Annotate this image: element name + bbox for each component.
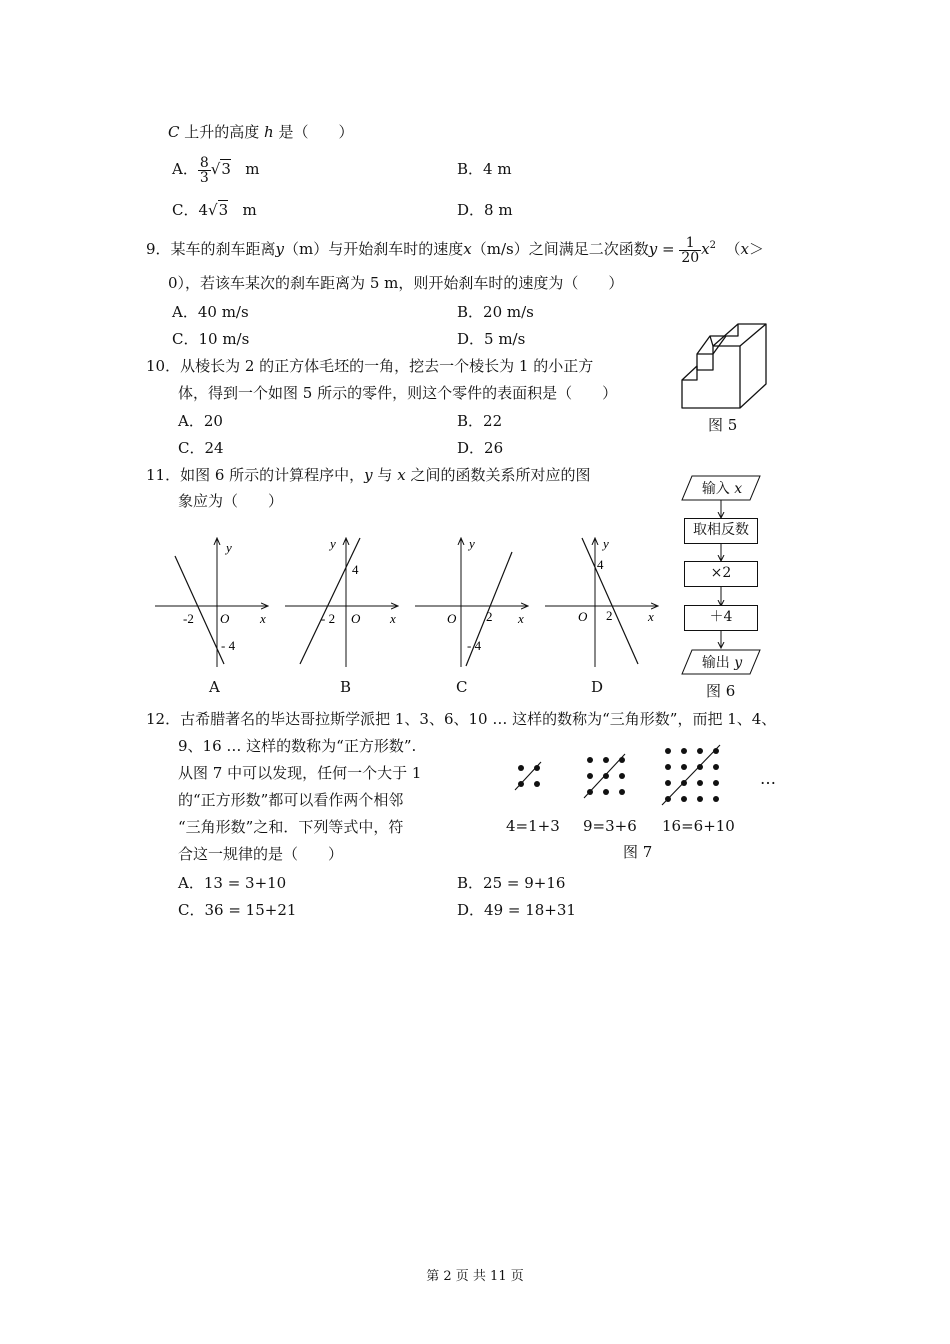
x-intercept-label: 2: [606, 608, 613, 623]
q11-graph-d-label: D: [591, 678, 604, 696]
figure-7-label-9: 9=3+6: [583, 817, 637, 835]
y-intercept-label: 4: [597, 557, 604, 572]
q12-stem-line2: 9、16 … 这样的数称为“正方形数”.: [178, 737, 417, 755]
y-label: y: [469, 536, 475, 551]
y-intercept-label: 4: [352, 562, 359, 577]
flow-output-label: 输出 y: [701, 655, 743, 671]
q12-option-b: B．25 = 9+16: [457, 874, 566, 892]
q12-stem-line4: 的“正方形数”都可以看作两个相邻: [178, 791, 404, 809]
origin-label: O: [447, 611, 457, 626]
flow-step-negate: 取相反数: [684, 518, 758, 544]
q10-option-a: A．20: [178, 412, 223, 430]
figure-7-label-16: 16=6+10: [662, 817, 735, 835]
origin-label: O: [578, 609, 588, 624]
q11-graph-d: [540, 532, 665, 672]
figure-7-ellipsis: …: [760, 769, 776, 788]
q10-option-c: C．24: [178, 439, 224, 457]
flow-input-label: 输入 x: [701, 481, 743, 497]
y-label: y: [330, 536, 336, 551]
function-line: [300, 538, 360, 664]
q11-stem-line2: 象应为（ ）: [178, 492, 284, 510]
q12-stem-line1: 12．古希腊著名的毕达哥拉斯学派把 1、3、6、10 … 这样的数称为“三角形数”，而把 1、4、: [146, 710, 777, 728]
q10-option-b: B．22: [457, 412, 503, 430]
q9-stem-line2: 0），若该车某次的刹车距离为 5 m，则开始刹车时的速度为（ ）: [168, 274, 624, 292]
x-label: x: [648, 609, 654, 624]
q12-stem-line5: “三角形数”之和．下列等式中，符: [178, 818, 404, 836]
x-label: x: [518, 611, 524, 626]
q12-stem-line6: 合这一规律的是（ ）: [178, 845, 344, 863]
q9-option-c: C．10 m/s: [172, 330, 250, 348]
figure-5-cube-part: [676, 322, 772, 414]
q8-continuation: C 上升的高度 h 是（ ）: [168, 123, 354, 141]
q9-option-d: D．5 m/s: [457, 330, 526, 348]
q11-graph-b: [280, 532, 405, 672]
page-footer: 第 2 页 共 11 页: [426, 1269, 524, 1284]
q8-a-fraction: $\frac{8}{3}$: [199, 154, 209, 186]
q9-option-a: A．40 m/s: [172, 303, 249, 321]
q11-graph-c: [410, 532, 535, 672]
q9-fraction: $\frac{1}{20}$: [681, 234, 700, 266]
y-intercept-label: - 4: [221, 638, 236, 653]
figure-6-caption: 图 6: [706, 682, 736, 700]
x-intercept-label: - 2: [321, 611, 336, 626]
figure-7-label-4: 4=1+3: [506, 817, 560, 835]
q11-graph-b-label: B: [340, 678, 352, 696]
flow-step-plus-4: ＋4: [684, 605, 758, 631]
origin-label: O: [351, 611, 361, 626]
y-intercept-label: - 4: [467, 638, 482, 653]
q8-option-a: A． $\frac{8}{3}$ √3 m: [172, 154, 260, 186]
q11-graph-a-label: A: [209, 678, 220, 696]
q11-graph-a: [150, 532, 275, 672]
q8-option-b: B．4 m: [457, 160, 512, 178]
q10-option-d: D．26: [457, 439, 504, 457]
q8-option-d: D．8 m: [457, 201, 513, 219]
x-intercept-label: 2: [486, 609, 493, 624]
q8-option-c: C．4√3 m: [172, 201, 257, 219]
y-label: y: [226, 540, 232, 555]
q11-graph-c-label: C: [456, 678, 468, 696]
q9-option-b: B．20 m/s: [457, 303, 534, 321]
q12-option-d: D．49 = 18+31: [457, 901, 576, 919]
function-line: [582, 538, 638, 664]
q9-stem-line1: 9．某车的刹车距离y（m）与开始刹车时的速度x（m/s）之间满足二次函数y = $\frac{1}{20}$ $x^2$ （x＞: [146, 234, 765, 266]
x-label: x: [390, 611, 396, 626]
x-label: x: [260, 611, 266, 626]
figure-7-caption: 图 7: [623, 843, 653, 861]
q10-stem-line2: 体，得到一个如图 5 所示的零件，则这个零件的表面积是（ ）: [178, 384, 618, 402]
figure-7-dot-patterns: [505, 740, 785, 815]
figure-5-caption: 图 5: [708, 416, 738, 434]
y-label: y: [603, 536, 609, 551]
origin-label: O: [220, 611, 230, 626]
x-intercept-label: -2: [183, 611, 194, 626]
q12-option-c: C．36 = 15+21: [178, 901, 297, 919]
q12-stem-line3: 从图 7 中可以发现，任何一个大于 1: [178, 764, 422, 782]
flow-step-times-2: ×2: [684, 561, 758, 587]
q12-option-a: A．13 = 3+10: [178, 874, 287, 892]
q11-stem-line1: 11．如图 6 所示的计算程序中，y 与 x 之间的函数关系所对应的图: [146, 466, 591, 484]
q10-stem-line1: 10．从棱长为 2 的正方体毛坯的一角，挖去一个棱长为 1 的小正方: [146, 357, 594, 375]
